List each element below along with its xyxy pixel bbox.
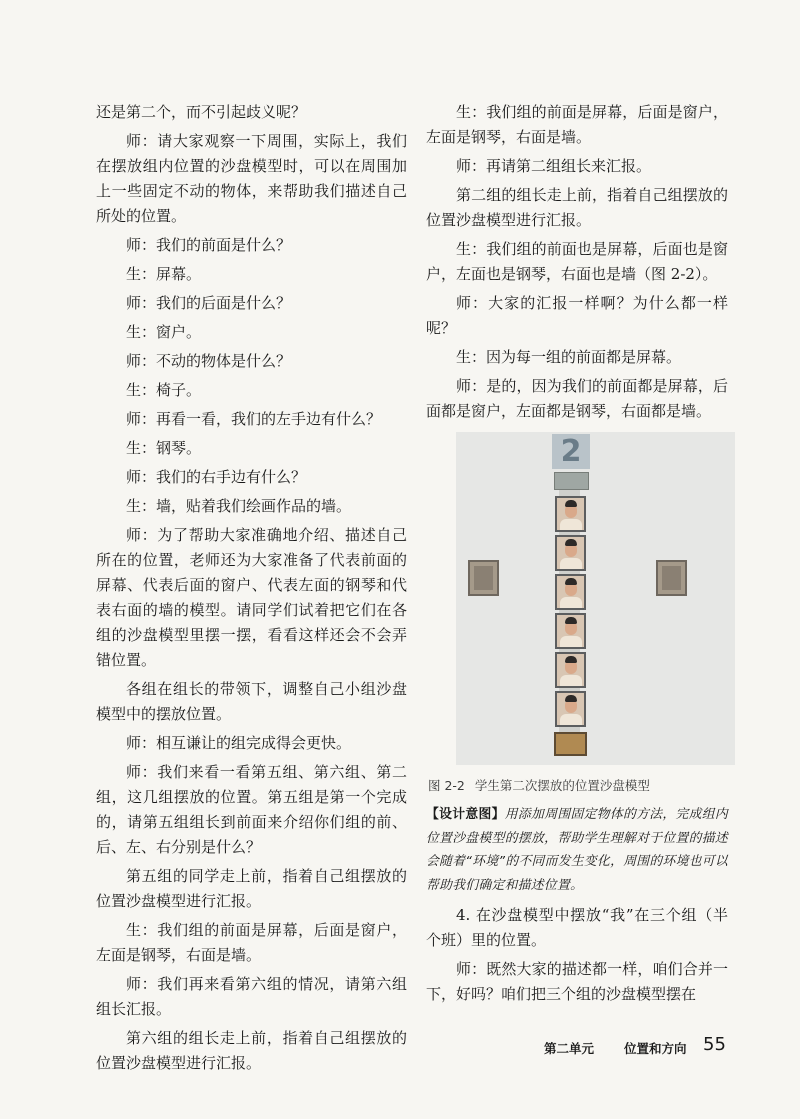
design-note [426, 803, 728, 897]
paragraph: 生：椅子。 [126, 381, 202, 399]
paragraph: 生：我们组的前面是屏幕，后面是窗户，左面是钢琴，右面是墙。 [96, 921, 407, 964]
paragraph: 师：我们来看一看第五组、第六组、第二组，这几组摆放的位置。第五组是第一个完成的，请第五组组长到前面来介绍你们组的前、后、左、右分别是什么？ [96, 763, 407, 856]
paragraph: 生：钢琴。 [126, 439, 202, 457]
page-number: 55 [703, 1034, 726, 1055]
paragraph: 生：我们组的前面是屏幕，后面是窗户，左面是钢琴，右面是墙。 [426, 103, 728, 146]
paragraph: 师：请大家观察一下周围，实际上，我们在摆放组内位置的沙盘模型时，可以在周围加上一些固定不动的物体，来帮助我们描述自己所处的位置。 [96, 132, 407, 225]
piano-card [468, 560, 499, 596]
paragraph: 第五组的同学走上前，指着自己组摆放的位置沙盘模型进行汇报。 [96, 867, 407, 910]
paragraph: 师：再请第二组组长来汇报。 [456, 157, 652, 175]
window-card [554, 732, 587, 756]
student-photo [555, 652, 586, 688]
left-column [96, 100, 407, 1080]
right-column [426, 100, 728, 1011]
paragraph: 师：相互谦让的组完成得会更快。 [126, 734, 352, 752]
student-photo [555, 496, 586, 532]
figure-photo [456, 432, 735, 765]
paragraph: 4. 在沙盘模型中摆放“我”在三个组（半个班）里的位置。 [426, 906, 728, 949]
paragraph: 第六组的组长走上前，指着自己组摆放的位置沙盘模型进行汇报。 [96, 1029, 407, 1072]
paragraph: 第二组的组长走上前，指着自己组摆放的位置沙盘模型进行汇报。 [426, 186, 728, 229]
paragraph: 生：屏幕。 [126, 265, 202, 283]
paragraph: 各组在组长的带领下，调整自己小组沙盘模型中的摆放位置。 [96, 680, 407, 723]
design-note-tag: 【设计意图】 [426, 807, 505, 822]
paragraph: 师：我们的右手边有什么？ [126, 468, 307, 486]
paragraph: 师：我们的前面是什么？ [126, 236, 292, 254]
paragraph: 师：是的，因为我们的前面都是屏幕，后面都是窗户，左面都是钢琴，右面都是墙。 [426, 377, 728, 420]
figure-number: 图 2-2 [428, 778, 465, 793]
student-photo [555, 535, 586, 571]
paragraph: 生：我们组的前面也是屏幕，后面也是窗户，左面也是钢琴，右面也是墙（图 2-2）。 [426, 240, 728, 283]
paragraph: 师：既然大家的描述都一样，咱们合并一下，好吗？咱们把三个组的沙盘模型摆在 [426, 960, 728, 1003]
paragraph: 生：窗户。 [126, 323, 202, 341]
student-photo [555, 691, 586, 727]
footer-unit: 第二单元 [544, 1041, 595, 1056]
group-number-card: 2 [552, 434, 590, 469]
paragraph: 师：再看一看，我们的左手边有什么？ [126, 410, 382, 428]
footer-section: 位置和方向 [624, 1041, 687, 1056]
student-photo [555, 574, 586, 610]
figure-caption [428, 777, 728, 795]
paragraph: 师：大家的汇报一样啊？为什么都一样呢？ [426, 294, 728, 337]
paragraph: 师：我们的后面是什么？ [126, 294, 292, 312]
paragraph: 还是第二个，而不引起歧义呢？ [96, 103, 307, 121]
paragraph: 生：因为每一组的前面都是屏幕。 [456, 348, 682, 366]
figure-caption-text: 学生第二次摆放的位置沙盘模型 [474, 778, 650, 793]
student-photo [555, 613, 586, 649]
paragraph: 师：不动的物体是什么？ [126, 352, 292, 370]
wall-card [656, 560, 687, 596]
design-note-text: 用添加周围固定物体的方法，完成组内位置沙盘模型的摆放，帮助学生理解对于位置的描述会随着“环境”的不同而发生变化，周围的环境也可以帮助我们确定和描述位置。 [426, 807, 728, 893]
paragraph: 生：墙，贴着我们绘画作品的墙。 [126, 497, 352, 515]
paragraph: 师：为了帮助大家准确地介绍、描述自己所在的位置，老师还为大家准备了代表前面的屏幕、代表后面的窗户、代表左面的钢琴和代表右面的墙的模型。请同学们试着把它们在各组的沙盘模型里摆一摆，看看这样还会不会弄错位置。 [96, 526, 407, 669]
paragraph: 师：我们再来看第六组的情况，请第六组组长汇报。 [96, 975, 407, 1018]
page-footer [540, 1033, 730, 1057]
screen-card [554, 472, 589, 490]
